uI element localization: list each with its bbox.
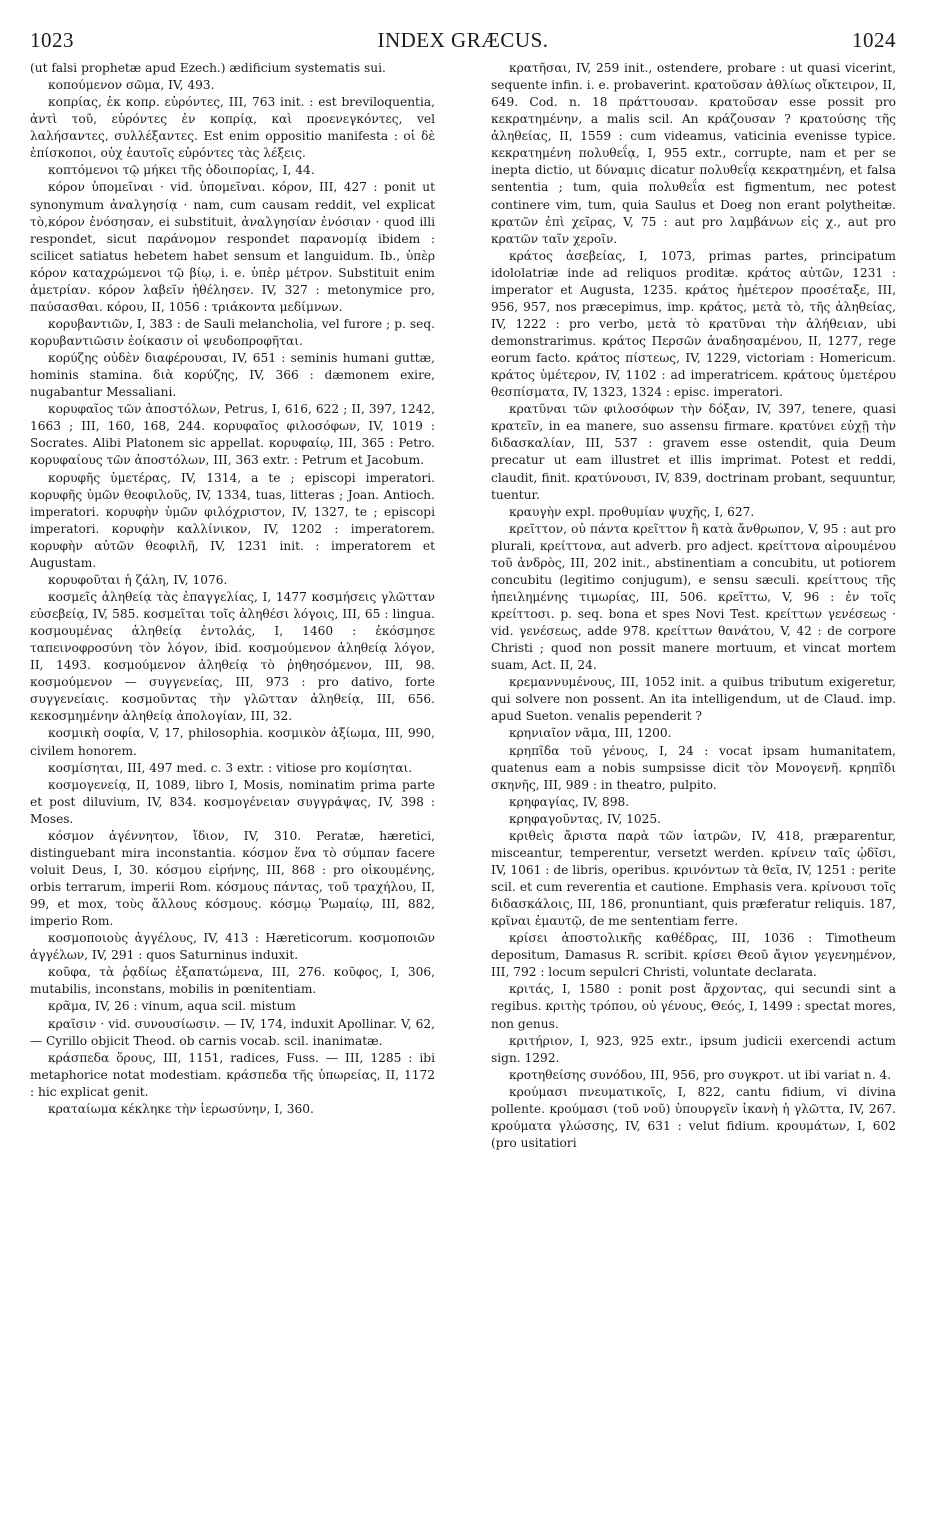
page-number-right: 1024	[852, 28, 896, 52]
index-entry: κροτηθείσης συνόδου, III, 956, pro συγκροτ. ut ibi variat n. 4.	[509, 1067, 892, 1082]
index-entry: κόρον ὑπομεῖναι · vid. ὑπομεῖναι. κόρον, III, 427 : ponit ut synonymum ἀναλγησίᾳ · nam, cum causam reddit, vel explicat τὸ,κόρον ἐνόσησαν, ei substituit, ἀναλγησίαν ἐνόσιαν · quod illi respondet, sicut παράνομον respondet παρανομίᾳ ibidem : scilicet satiatus hebetem habet sensum et languidum. Ib., ὑπὲρ κόρον καταχρώμενοι τῷ βίῳ, i. e. ὑπὲρ μέτρον. Substituit enim ἀμετρίαν. κόρον λαβεῖν ἠθέλησεν. IV, 327 : metonymice pro, παύσασθαι. κόρου, II, 1056 : τριάκοντα μεδίμνων.	[30, 180, 435, 314]
index-entry: κρᾶμα, IV, 26 : vinum, aqua scil. mistum	[48, 999, 296, 1014]
index-entry: κρηφαγοῦντας, IV, 1025.	[509, 811, 661, 826]
index-entry: κοπρίας, ἐκ κοπρ. εὑρόντες, III, 763 init. : est breviloquentia, ἀντὶ τοῦ, εὑρόντες ἐν κοπρίᾳ, καὶ προενεγκόντες, vel λαλήσαντες, συλλέξαντες. Est enim oppositio manifesta : οἱ δὲ ἐπίσκοποι, οὐχ ἑαυτοῖς εὑρόντες τὰς λέξεις.	[30, 95, 435, 161]
index-entry: κραῖσιν · vid. συνουσίωσιν. — IV, 174, induxit Apollinar. V, 62, — Cyrillo objicit Theod. ob carnis vocab. scil. inanimatæ.	[30, 1016, 435, 1048]
index-entry: κρίσει ἀποστολικῆς καθέδρας, III, 1036 : Timotheum depositum, Damasus R. scribit. κρίσει Θεοῦ ἄγιον γεγενημένον, III, 792 : locum sepulcri Christi, voluntate declarata.	[491, 931, 896, 980]
index-entry: κοσμεῖς ἀληθείᾳ τὰς ἐπαγγελίας, I, 1477 κοσμήσεις γλῶτταν εὐσεβείᾳ, IV, 585. κοσμεῖται τοῖς ἀληθέσι λόγοις, III, 65 : lingua. κοσμουμένας ἀληθείᾳ ἐντολάς, I, 1460 : ἐκόσμησε ταπεινοφροσύνη τὸν λόγον, ibid. κοσμούμενον ἀληθείᾳ λόγον, II, 1493. κοσμούμενον ἀληθείᾳ τὸ ῥηθησόμενον, III, 98. κοσμούμενον — συγγενείας, III, 973 : pro dativo, forte συγγενείαις. κοσμοῦντας τὴν γλῶτταν ἀληθείᾳ, III, 656. κεκοσμημένην ἀληθείᾳ ἀπολογίαν, III, 32.	[30, 589, 435, 724]
page-number-left: 1023	[30, 28, 74, 52]
index-entry: κρηφαγίας, IV, 898.	[509, 794, 630, 809]
index-entry: κριθεὶς ἄριστα παρὰ τῶν ἰατρῶν, IV, 418, præparentur, misceantur, temperentur, versetzt werden. κρίνειν ταῖς ᾠδῖσι, IV, 1061 : de libris, operibus. κρινόντων τὰ θεῖα, IV, 1251 : perite scil. et cum reverentia et cautione. Emphasis vera. κρίνουσι τοῖς διδασκάλοις, III, 186, pronuntiant, quis præferatur reliquis. 187, κρῖναι ἐμαυτῷ, de me sententiam ferre.	[491, 828, 896, 929]
index-entry: κραυγὴν expl. προθυμίαν ψυχῆς, I, 627.	[509, 504, 755, 519]
index-entry: κοῦφα, τὰ ῥᾳδίως ἐξαπατώμενα, III, 276. κοῦφος, I, 306, mutabilis, inconstans, mobilis in pœnitentiam.	[30, 965, 435, 997]
index-entry: κορυφοῦται ἡ ζάλη, IV, 1076.	[48, 572, 228, 587]
index-entry: κρατῆσαι, IV, 259 init., ostendere, probare : ut quasi vicerint, sequente infin. i. e. probaverint. κρατοῦσαν ἀθλίως οἴκτειρον, II, 649. Cod. n. 18 πράττουσαν. κρατοῦσαν esse possit pro κεκρατημένην, a malis scil. An κράζουσαν ? κρατούσης τῆς ἀληθείας, II, 1559 : cum videamus, vaticinia evenisse typice. κεκρατημένη πολυθεΐᾳ, I, 955 extr., corrupte, nam et per se inepta dictio, ut δύναμις dicatur πολυθεΐᾳ κεκρατημένη, et falsa sententia ; tum, quia πολυθεΐα est figmentum, nec potest continere vim, tum, quia Saulus et Doeg non erant polytheitæ. κρατῶν ἐπὶ χεῖρας, V, 75 : aut pro λαμβάνων εἰς χ., aut pro κρατῶν ταῖν χεροῖν.	[491, 61, 896, 246]
index-entry: κρεμαννυμένους, III, 1052 init. a quibus tributum exigeretur, qui solvere non possent. An ita intelligendum, ut de Claud. imp. apud Sueton. venalis pependerit ?	[491, 675, 896, 724]
index-entry: (ut falsi prophetæ apud Ezech.) ædificium systematis sui.	[30, 61, 386, 75]
index-entry: κοσμογενείᾳ, II, 1089, libro I, Mosis, nominatim prima parte et post diluvium, IV, 834. κοσμογένειαν συγγράψας, IV, 398 : Moses.	[30, 777, 435, 826]
index-entry: κράτος ἀσεβείας, I, 1073, primas partes, principatum idololatriæ inde ad reliquos proditæ. κράτος αὐτῶν, 1231 : imperator et Augusta, 1235. κράτος ἡμέτερον προσέταξε, III, 956, 957, nos præcepimus, imp. κράτος, μετὰ τὸ, τῆς ἀληθείας, IV, 1222 : pro verbo, μετὰ τὸ κρατῦναι τὴν ἀλήθειαν, ubi demonstrarimus. κράτος Περσῶν ἀναδησαμένου, II, 1277, rege eorum facto. κράτος πίστεως, IV, 1229, victoriam : Homericum. κράτος ὑμέτερον, IV, 1102 : ad imperatricem. κράτους ὑμετέρου θεσπίσματα, IV, 1323, 1324 : episc. imperatori.	[491, 248, 896, 400]
running-title: INDEX GRÆCUS.	[377, 28, 549, 52]
index-entry: κρεῖττον, οὐ πάντα κρεῖττον ἢ κατὰ ἄνθρωπον, V, 95 : aut pro plurali, κρείττονα, aut adverb. pro adject. κρείττονα αἱρουμένου τοῦ ἀνδρὸς, III, 202 init., abstinentiam a concubitu, ut potiorem concubitu (legitimo conjugum), e sensu sæculi. κρείττους τῆς ἠπειλημένης τιμωρίας, III, 506. κρεῖττω, V, 96 : ἐν τοῖς κρείττοσι. p. seq. bona et spes Novi Test. κρείττων γενέσεως · vid. γενέσεως, adde 978. κρείττων θανάτου, V, 42 : de corpore Christi ; quod non possit manere mortuum, et vincat mortem suam, Act. II, 24.	[491, 521, 896, 673]
index-entry: κοσμικὴ σοφία, V, 17, philosophia. κοσμικὸν ἀξίωμα, III, 990, civilem honorem.	[30, 726, 435, 758]
index-entry: κοσμοποιοὺς ἀγγέλους, IV, 413 : Hæreticorum. κοσμοποιῶν ἀγγέλων, IV, 291 : quos Saturninus induxit.	[30, 931, 435, 963]
index-entry: κορυβαντιῶν, I, 383 : de Sauli melancholia, vel furore ; p. seq. κορυβαντιῶσιν ἐοίκασιν οἱ ψευδοπροφῆται.	[30, 316, 435, 348]
right-column	[491, 60, 896, 1525]
index-entry: κρούμασι πνευματικοῖς, I, 822, cantu fidium, vi divina pollente. κρούμασι (τοῦ νοῦ) ὑπουργεῖν ἱκανὴ ἡ γλῶττα, IV, 267. κρούματα γλώσσης, IV, 631 : velut fidium. κρουμάτων, I, 602 (pro usitatiori	[491, 1084, 896, 1150]
index-entry: κρατῦναι τῶν φιλοσόφων τὴν δόξαν, IV, 397, tenere, quasi κρατεῖν, in ea manere, suo assensu firmare. κρατύνει εὐχῇ τὴν διδασκαλίαν, III, 537 : gravem esse ostendit, quia Deum precatur ut eam illustret et illis imprimat. Potest et reddi, claudit, finit. κρατύνουσι, IV, 839, doctrinam probant, sequuntur, tuentur.	[491, 402, 896, 502]
index-entry: κοσμίσηται, III, 497 med. c. 3 extr. : vitiose pro κομίσηται.	[48, 760, 413, 775]
index-entry: κόσμον ἀγέννητον, ἴδιον, IV, 310. Peratæ, hæretici, distinguebant mira inconstantia. κόσμον ἕνα τὸ σύμπαν facere voluit Deus, I, 30. κόσμου εἰρήνης, III, 868 : pro οἰκουμένης, orbis terrarum, imperii Rom. κόσμους πάντας, τοῦ τραχήλου, II, 99, et mox, τοὺς ἄλλους κόσμους. κόσμῳ Ῥωμαίῳ, III, 882, imperio Rom.	[30, 828, 435, 929]
index-entry: κράσπεδα ὅρους, III, 1151, radices, Fuss. — III, 1285 : ibi metaphorice notat modestiam. κράσπεδα τῆς ὑπωρείας, II, 1172 : hic explicat genit.	[30, 1050, 435, 1099]
index-entry: κρηπῖδα τοῦ γένους, I, 24 : vocat ipsam humanitatem, quatenus eam a nobis sumpsisse dicit τὸν Μονογενῆ. κρηπῖδι σκηνῆς, III, 989 : in theatro, pulpito.	[491, 743, 896, 792]
index-entry: κοπούμενον σῶμα, IV, 493.	[48, 78, 215, 93]
index-entry: κραταίωμα κέκληκε τὴν ἱερωσύνην, I, 360.	[48, 1101, 314, 1116]
index-entry: κρηνιαῖον νᾶμα, III, 1200.	[509, 726, 672, 741]
left-column	[30, 60, 435, 1525]
index-entry: κριτήριον, I, 923, 925 extr., ipsum judicii exercendi actum sign. 1292.	[491, 1033, 896, 1065]
page-header	[30, 28, 896, 54]
index-entry: κριτάς, I, 1580 : ponit post ἄρχοντας, qui secundi sint a regibus. κριτὴς τρόπου, οὐ γένους, Θεός, I, 1499 : spectat mores, non genus.	[491, 982, 896, 1031]
index-entry: κορυφαῖος τῶν ἀποστόλων, Petrus, I, 616, 622 ; II, 397, 1242, 1663 ; III, 160, 168, 244. κορυφαῖος φιλοσόφων, IV, 1019 : Socrates. Alibi Platonem sic appellat. κορυφαίῳ, III, 365 : Petro. κορυφαίους τῶν ἀποστόλων, III, 363 extr. : Petrum et Jacobum.	[30, 402, 435, 468]
index-entry: κοπτόμενοι τῷ μήκει τῆς ὁδοιπορίας, I, 44.	[48, 163, 315, 178]
index-entry: κορύζης οὐδὲν διαφέρουσαι, IV, 651 : seminis humani guttæ, hominis stamina. διὰ κορύζης, IV, 366 : dæmonem exire, nugabantur Messaliani.	[30, 351, 435, 400]
index-entry: κορυφῆς ὑμετέρας, IV, 1314, a te ; episcopi imperatori. κορυφῆς ὑμῶν θεοφιλοῦς, IV, 1334, tuas, litteras ; Joan. Antioch. imperatori. κορυφὴν ὑμῶν φιλόχριστον, IV, 1327, te ; episcopi imperatori. κορυφὴν καλλίνικον, IV, 1202 : imperatorem. κορυφὴν αὐτῶν θεοφιλῆ, IV, 1231 init. : imperatorem et Augustam.	[30, 470, 435, 570]
